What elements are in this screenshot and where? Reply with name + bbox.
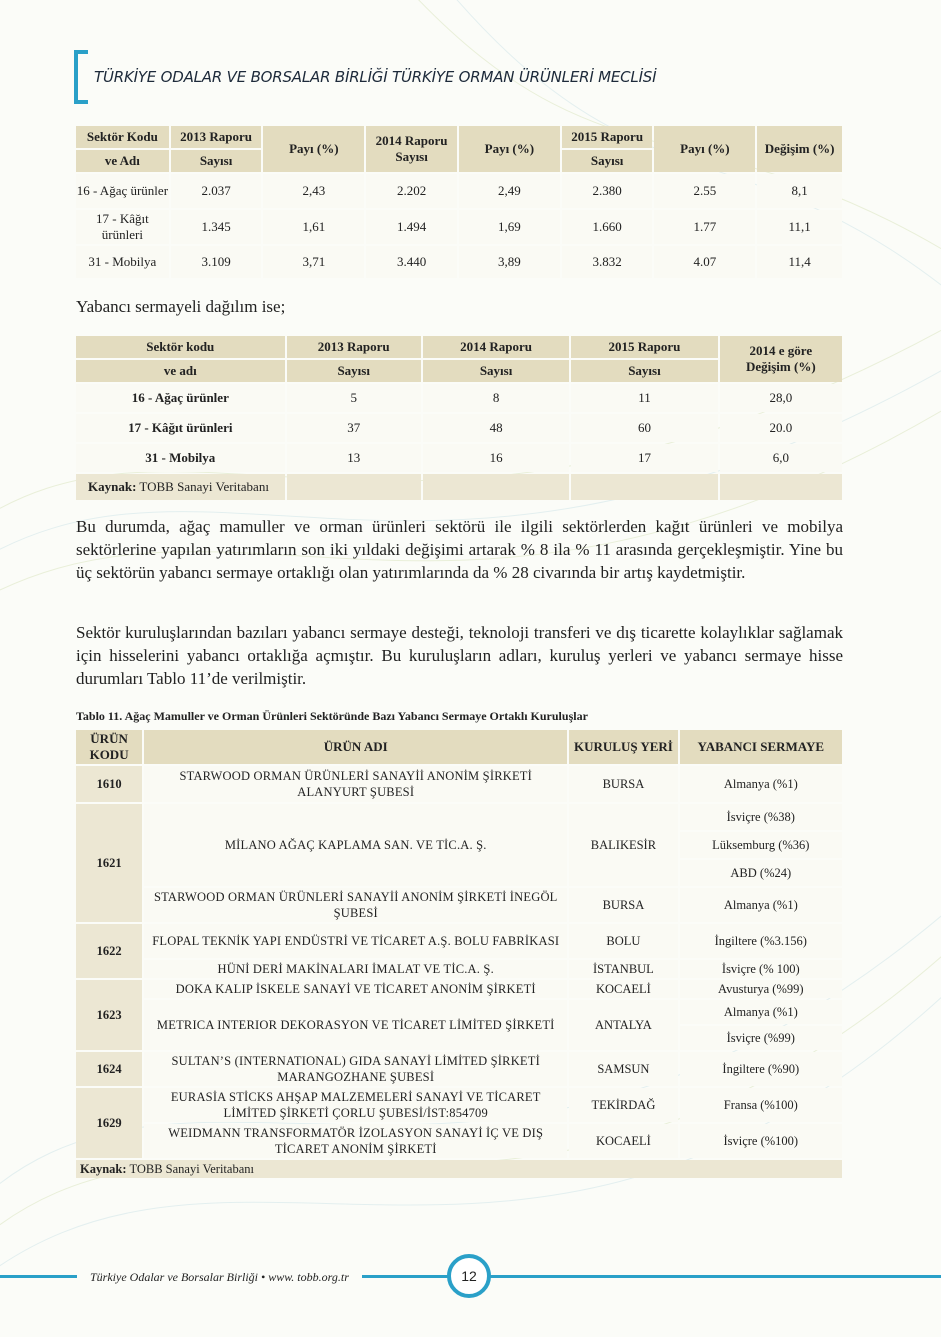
- header-change: [720, 336, 842, 382]
- cell-sector: 17 - Kâğıt ürünleri: [76, 210, 169, 244]
- cell-2015: 1.660: [562, 210, 653, 244]
- cell-change: 11,1: [757, 210, 842, 244]
- table-row: [76, 1088, 842, 1122]
- cell-name: WEIDMANN TRANSFORMATÖR İZOLASYON SANAYİ İÇ VE DIŞ TİCARET ANONİM ŞİRKETİ: [144, 1124, 567, 1158]
- header-code-top: ÜRÜN: [90, 731, 128, 746]
- table-row: [76, 1124, 842, 1158]
- source-cell: [76, 1160, 842, 1178]
- table-row: [76, 210, 842, 244]
- source-row: [76, 474, 842, 500]
- empty-cell: [423, 474, 569, 500]
- cell-2015: 11: [571, 384, 717, 412]
- cell-2014: 16: [423, 444, 569, 472]
- cell-share-2015: 2.55: [654, 174, 755, 208]
- cell-share-2015: 4.07: [654, 246, 755, 278]
- header-2013-bottom: Sayısı: [287, 360, 421, 382]
- header-sector-bottom: ve Adı: [76, 150, 169, 172]
- footer-text: Türkiye Odalar ve Borsalar Birliği • www. tobb.org.tr: [90, 1270, 349, 1284]
- cell-change: 28,0: [720, 384, 842, 412]
- cell-2014: 1.494: [366, 210, 457, 244]
- table-row: [76, 924, 842, 958]
- empty-cell: [287, 474, 421, 500]
- header-title: TÜRKİYE ODALAR VE BORSALAR BİRLİĞİ TÜRKİYE ORMAN ÜRÜNLERİ MECLİSİ: [94, 68, 657, 86]
- cell-2015: 2.380: [562, 174, 653, 208]
- cell-location: BALIKESİR: [569, 804, 677, 886]
- table-row: [76, 804, 842, 830]
- header-2014-title: 2014 Raporu: [375, 133, 448, 148]
- header-2013-bottom: Sayısı: [171, 150, 262, 172]
- source-row: [76, 1160, 842, 1178]
- header-foreign-capital: YABANCI SERMAYE: [680, 730, 842, 764]
- cell-share-2013: 2,43: [263, 174, 364, 208]
- cell-location: İSTANBUL: [569, 960, 677, 978]
- header-change: Değişim (%): [757, 126, 842, 172]
- header-2013-top: 2013 Raporu: [171, 126, 262, 148]
- table-row: [76, 174, 842, 208]
- cell-2015: 60: [571, 414, 717, 442]
- cell-capital: Almanya (%1): [680, 888, 842, 922]
- empty-cell: [720, 474, 842, 500]
- header-product-name: ÜRÜN ADI: [144, 730, 567, 764]
- intro-foreign-capital: Yabancı sermayeli dağılım ise;: [76, 297, 286, 316]
- header-change-top: 2014 e göre: [749, 343, 813, 358]
- header-share-2013: Payı (%): [263, 126, 364, 172]
- cell-capital: İsviçre (%99): [680, 1026, 842, 1050]
- foreign-partner-companies-table: [74, 728, 844, 1180]
- header-sector-bottom: ve adı: [76, 360, 285, 382]
- cell-name: DOKA KALIP İSKELE SANAYİ VE TİCARET ANONİM ŞİRKETİ: [144, 980, 567, 998]
- cell-2013: 3.109: [171, 246, 262, 278]
- source-cell: [76, 474, 285, 500]
- cell-2015: 3.832: [562, 246, 653, 278]
- table-row: [76, 980, 842, 998]
- cell-sector: 16 - Ağaç ürünler: [76, 174, 169, 208]
- cell-name: EURASİA STİCKS AHŞAP MALZEMELERİ SANAYİ VE TİCARET LİMİTED ŞİRKETİ ÇORLU ŞUBESİ/İST:854709: [144, 1088, 567, 1122]
- footer-rule-left: [0, 1275, 77, 1278]
- cell-2014: 48: [423, 414, 569, 442]
- table-row: [76, 414, 842, 442]
- source-value: TOBB Sanayi Veritabanı: [126, 1162, 254, 1176]
- header-2014-sub: Sayısı: [395, 149, 428, 164]
- cell-name: METRICA INTERIOR DEKORASYON VE TİCARET LİMİTED ŞİRKETİ: [144, 1000, 567, 1050]
- cell-name: SULTAN’S (INTERNATIONAL) GIDA SANAYİ LİMİTED ŞİRKETİ MARANGOZHANE ŞUBESİ: [144, 1052, 567, 1086]
- cell-2014: 8: [423, 384, 569, 412]
- table-row: [76, 960, 842, 978]
- cell-location: TEKİRDAĞ: [569, 1088, 677, 1122]
- cell-location: BURSA: [569, 888, 677, 922]
- cell-capital: İngiltere (%3.156): [680, 924, 842, 958]
- header-bracket: [74, 50, 88, 104]
- empty-cell: [571, 474, 717, 500]
- cell-code: 1629: [76, 1088, 142, 1158]
- paragraph-investment-change: Bu durumda, ağaç mamuller ve orman ürünleri sektörü ile ilgili sektörlerden kağıt ürünleri ve mobilya sektörlerine yapılan yatırımların son iki yıldaki değişimi artarak % 8 ila % 11 arasında gerçekleşmiştir. Yine bu üç sektörün yabancı sermaye ortaklığı olan yatırımlarında da % 28 civarında bir artış kaydetmiştir.: [76, 517, 843, 582]
- header-sector-top: Sektör Kodu: [76, 126, 169, 148]
- cell-capital: İsviçre (%38): [680, 804, 842, 830]
- cell-2013: 1.345: [171, 210, 262, 244]
- cell-name: STARWOOD ORMAN ÜRÜNLERİ SANAYİİ ANONİM ŞİRKETİ İNEGÖL ŞUBESİ: [144, 888, 567, 922]
- cell-capital: İsviçre (%100): [680, 1124, 842, 1158]
- cell-name: MİLANO AĞAÇ KAPLAMA SAN. VE TİC.A. Ş.: [144, 804, 567, 886]
- header-2014-top: 2014 Raporu: [423, 336, 569, 358]
- page-number: 12: [447, 1254, 491, 1298]
- cell-location: BOLU: [569, 924, 677, 958]
- cell-code: 1610: [76, 766, 142, 802]
- header-code: [76, 730, 142, 764]
- cell-name: FLOPAL TEKNİK YAPI ENDÜSTRİ VE TİCARET A.Ş. BOLU FABRİKASI: [144, 924, 567, 958]
- cell-name: STARWOOD ORMAN ÜRÜNLERİ SANAYİİ ANONİM ŞİRKETİ ALANYURT ŞUBESİ: [144, 766, 567, 802]
- cell-2014: 3.440: [366, 246, 457, 278]
- source-label: Kaynak:: [88, 479, 137, 494]
- header-change-bottom: Değişim (%): [745, 359, 816, 374]
- cell-2013: 13: [287, 444, 421, 472]
- cell-location: KOCAELİ: [569, 1124, 677, 1158]
- header-2014: [366, 126, 457, 172]
- cell-share-2014: 3,89: [459, 246, 560, 278]
- table-row: [76, 444, 842, 472]
- cell-capital: Fransa (%100): [680, 1088, 842, 1122]
- header-location: KURULUŞ YERİ: [569, 730, 677, 764]
- cell-capital: Almanya (%1): [680, 766, 842, 802]
- cell-capital: Almanya (%1): [680, 1000, 842, 1024]
- cell-capital: Avusturya (%99): [680, 980, 842, 998]
- foreign-capital-table: [74, 334, 844, 502]
- header-code-bottom: KODU: [89, 747, 129, 762]
- cell-share-2013: 3,71: [263, 246, 364, 278]
- paragraph-foreign-partners: Sektör kuruluşlarından bazıları yabancı sermaye desteği, teknoloji transferi ve dış ticarette kolaylıklar sağlamak için hisselerini yabancı ortaklığa açmıştır. Bu kuruluşların adları, kuruluş yerleri ve yabancı sermaye hisse durumları Tablo 11’de verilmiştir.: [76, 623, 843, 688]
- header-2015-top: 2015 Raporu: [562, 126, 653, 148]
- cell-change: 8,1: [757, 174, 842, 208]
- sector-report-table: [74, 124, 844, 280]
- cell-sector: 17 - Kâğıt ürünleri: [76, 414, 285, 442]
- table-row: [76, 888, 842, 922]
- cell-share-2014: 2,49: [459, 174, 560, 208]
- header-share-2014: Payı (%): [459, 126, 560, 172]
- header-2015-top: 2015 Raporu: [571, 336, 717, 358]
- table11-caption: Tablo 11. Ağaç Mamuller ve Orman Ürünleri Sektöründe Bazı Yabancı Sermaye Ortaklı Kuruluşlar: [76, 709, 588, 723]
- cell-sector: 16 - Ağaç ürünler: [76, 384, 285, 412]
- cell-code: 1624: [76, 1052, 142, 1086]
- cell-share-2013: 1,61: [263, 210, 364, 244]
- cell-2013: 5: [287, 384, 421, 412]
- cell-share-2014: 1,69: [459, 210, 560, 244]
- cell-location: BURSA: [569, 766, 677, 802]
- cell-2014: 2.202: [366, 174, 457, 208]
- header-sector-top: Sektör kodu: [76, 336, 285, 358]
- cell-2013: 37: [287, 414, 421, 442]
- cell-sector: 31 - Mobilya: [76, 246, 169, 278]
- header-2015-bottom: Sayısı: [571, 360, 717, 382]
- cell-location: SAMSUN: [569, 1052, 677, 1086]
- cell-code: 1623: [76, 980, 142, 1050]
- cell-2015: 17: [571, 444, 717, 472]
- table-row: [76, 1000, 842, 1024]
- cell-share-2015: 1.77: [654, 210, 755, 244]
- cell-capital: ABD (%24): [680, 860, 842, 886]
- source-value: TOBB Sanayi Veritabanı: [136, 479, 269, 494]
- table-row: [76, 384, 842, 412]
- cell-change: 6,0: [720, 444, 842, 472]
- cell-2013: 2.037: [171, 174, 262, 208]
- cell-location: KOCAELİ: [569, 980, 677, 998]
- cell-change: 11,4: [757, 246, 842, 278]
- header-2014-bottom: Sayısı: [423, 360, 569, 382]
- cell-capital: Lüksemburg (%36): [680, 832, 842, 858]
- cell-code: 1622: [76, 924, 142, 978]
- cell-sector: 31 - Mobilya: [76, 444, 285, 472]
- source-label: Kaynak:: [80, 1162, 127, 1176]
- table-row: [76, 1052, 842, 1086]
- header-2015-bottom: Sayısı: [562, 150, 653, 172]
- cell-code: 1621: [76, 804, 142, 922]
- table-row: [76, 246, 842, 278]
- header-share-2015: Payı (%): [654, 126, 755, 172]
- cell-capital: İngiltere (%90): [680, 1052, 842, 1086]
- cell-location: ANTALYA: [569, 1000, 677, 1050]
- cell-name: HÜNİ DERİ MAKİNALARI İMALAT VE TİC.A. Ş.: [144, 960, 567, 978]
- cell-change: 20.0: [720, 414, 842, 442]
- table-row: [76, 766, 842, 802]
- cell-capital: İsviçre (% 100): [680, 960, 842, 978]
- header-2013-top: 2013 Raporu: [287, 336, 421, 358]
